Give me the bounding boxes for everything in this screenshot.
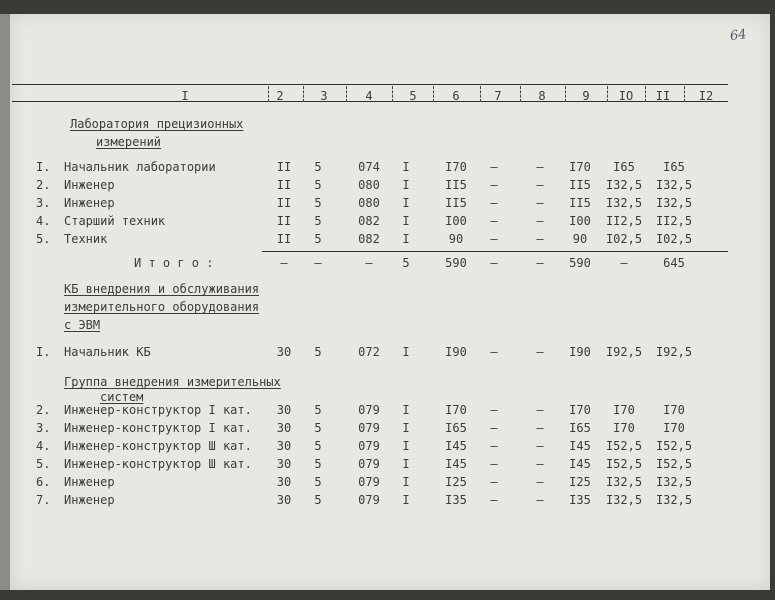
row-cell-c5: I bbox=[402, 493, 410, 507]
row-cell-c8: – bbox=[536, 178, 544, 192]
row-cell-c8: – bbox=[536, 232, 544, 246]
row-cell-c5: I bbox=[402, 439, 410, 453]
row-cell-c9: II5 bbox=[569, 196, 591, 210]
row-cell-c6: 90 bbox=[448, 232, 464, 246]
row-cell-c10: I70 bbox=[613, 421, 635, 435]
row-cell-c2: 30 bbox=[276, 439, 292, 453]
row-cell-c7: – bbox=[490, 232, 498, 246]
row-cell-c11: I65 bbox=[663, 160, 685, 174]
row-cell-c10: I70 bbox=[613, 403, 635, 417]
row-cell-c9: I45 bbox=[569, 457, 591, 471]
header-separator bbox=[346, 86, 347, 102]
row-cell-c10: I52,5 bbox=[605, 439, 643, 453]
row-cell-c9: I25 bbox=[569, 475, 591, 489]
total-cell-c10: – bbox=[620, 256, 628, 270]
row-cell-c7: – bbox=[490, 439, 498, 453]
row-cell-c2: II bbox=[276, 160, 292, 174]
row-position: Инженер-конструктор I кат. bbox=[64, 421, 252, 435]
header-col-2: 2 bbox=[276, 89, 284, 103]
row-cell-c2: 30 bbox=[276, 475, 292, 489]
row-cell-c10: II2,5 bbox=[605, 214, 643, 228]
row-position: Инженер-конструктор I кат. bbox=[64, 403, 252, 417]
row-position: Начальник лаборатории bbox=[64, 160, 216, 174]
row-cell-c10: I32,5 bbox=[605, 178, 643, 192]
row-cell-c6: I65 bbox=[445, 421, 467, 435]
row-cell-c5: I bbox=[402, 196, 410, 210]
row-cell-c7: – bbox=[490, 493, 498, 507]
header-top-rule bbox=[12, 84, 728, 85]
row-cell-c4: 079 bbox=[358, 475, 380, 489]
header-separator bbox=[607, 86, 608, 102]
row-cell-c6: I45 bbox=[445, 457, 467, 471]
row-position: Инженер bbox=[64, 178, 115, 192]
row-cell-c11: I52,5 bbox=[655, 457, 693, 471]
row-position: Старший техник bbox=[64, 214, 166, 228]
row-cell-c10: I92,5 bbox=[605, 345, 643, 359]
row-number: 7. bbox=[36, 493, 51, 507]
header-separator bbox=[520, 86, 521, 102]
row-cell-c8: – bbox=[536, 403, 544, 417]
row-cell-c6: I35 bbox=[445, 493, 467, 507]
row-cell-c5: I bbox=[402, 214, 410, 228]
row-cell-c6: II5 bbox=[445, 196, 467, 210]
row-cell-c11: I32,5 bbox=[655, 475, 693, 489]
row-number: 5. bbox=[36, 457, 51, 471]
row-cell-c3: 5 bbox=[314, 457, 322, 471]
row-cell-c5: I bbox=[402, 178, 410, 192]
row-cell-c8: – bbox=[536, 493, 544, 507]
row-cell-c8: – bbox=[536, 457, 544, 471]
row-cell-c2: 30 bbox=[276, 457, 292, 471]
row-cell-c9: I70 bbox=[569, 160, 591, 174]
total-cell-c8: – bbox=[536, 256, 544, 270]
row-cell-c11: I52,5 bbox=[655, 439, 693, 453]
row-cell-c2: II bbox=[276, 178, 292, 192]
total-cell-c4: – bbox=[365, 256, 373, 270]
row-cell-c7: – bbox=[490, 345, 498, 359]
header-separator bbox=[433, 86, 434, 102]
row-cell-c10: I02,5 bbox=[605, 232, 643, 246]
row-cell-c6: I00 bbox=[445, 214, 467, 228]
row-cell-c7: – bbox=[490, 196, 498, 210]
row-cell-c2: II bbox=[276, 196, 292, 210]
row-cell-c9: I65 bbox=[569, 421, 591, 435]
header-col-3: 3 bbox=[320, 89, 328, 103]
row-cell-c7: – bbox=[490, 457, 498, 471]
row-cell-c7: – bbox=[490, 475, 498, 489]
row-cell-c3: 5 bbox=[314, 439, 322, 453]
header-col-8: 8 bbox=[538, 89, 546, 103]
header-separator bbox=[303, 86, 304, 102]
row-cell-c2: II bbox=[276, 214, 292, 228]
row-cell-c3: 5 bbox=[314, 160, 322, 174]
row-cell-c7: – bbox=[490, 160, 498, 174]
header-separator bbox=[645, 86, 646, 102]
page-number: 64 bbox=[729, 26, 748, 45]
row-cell-c5: I bbox=[402, 232, 410, 246]
section-title: систем bbox=[100, 390, 144, 404]
header-separator bbox=[392, 86, 393, 102]
section-title: измерений bbox=[96, 135, 162, 149]
row-cell-c5: I bbox=[402, 403, 410, 417]
row-cell-c3: 5 bbox=[314, 214, 322, 228]
total-cell-c2: – bbox=[280, 256, 288, 270]
total-rule bbox=[262, 251, 728, 252]
row-cell-c3: 5 bbox=[314, 196, 322, 210]
row-cell-c4: 080 bbox=[358, 178, 380, 192]
header-col-1: I bbox=[181, 89, 189, 103]
row-cell-c8: – bbox=[536, 421, 544, 435]
row-cell-c3: 5 bbox=[314, 403, 322, 417]
row-cell-c8: – bbox=[536, 345, 544, 359]
row-cell-c3: 5 bbox=[314, 493, 322, 507]
row-cell-c3: 5 bbox=[314, 421, 322, 435]
row-cell-c11: I70 bbox=[663, 421, 685, 435]
row-cell-c5: I bbox=[402, 160, 410, 174]
total-cell-c6: 590 bbox=[445, 256, 467, 270]
header-col-10: IO bbox=[618, 89, 634, 103]
row-cell-c2: II bbox=[276, 232, 292, 246]
row-cell-c3: 5 bbox=[314, 475, 322, 489]
row-cell-c8: – bbox=[536, 214, 544, 228]
row-cell-c11: I02,5 bbox=[655, 232, 693, 246]
row-cell-c7: – bbox=[490, 421, 498, 435]
row-number: 5. bbox=[36, 232, 51, 246]
row-cell-c10: I32,5 bbox=[605, 493, 643, 507]
row-position: Инженер bbox=[64, 196, 115, 210]
row-cell-c6: I90 bbox=[445, 345, 467, 359]
row-cell-c10: I32,5 bbox=[605, 196, 643, 210]
row-cell-c2: 30 bbox=[276, 421, 292, 435]
row-cell-c6: I45 bbox=[445, 439, 467, 453]
total-cell-c9: 590 bbox=[569, 256, 591, 270]
row-cell-c7: – bbox=[490, 178, 498, 192]
row-cell-c11: II2,5 bbox=[655, 214, 693, 228]
section-title: Группа внедрения измерительных bbox=[64, 375, 281, 389]
row-cell-c11: I70 bbox=[663, 403, 685, 417]
row-cell-c7: – bbox=[490, 403, 498, 417]
row-cell-c6: I70 bbox=[445, 403, 467, 417]
row-cell-c6: I70 bbox=[445, 160, 467, 174]
row-cell-c8: – bbox=[536, 475, 544, 489]
row-cell-c11: I92,5 bbox=[655, 345, 693, 359]
row-cell-c8: – bbox=[536, 160, 544, 174]
row-number: 3. bbox=[36, 421, 51, 435]
header-col-9: 9 bbox=[582, 89, 590, 103]
total-label: И т о г о : bbox=[134, 256, 214, 270]
row-cell-c4: 072 bbox=[358, 345, 380, 359]
row-cell-c2: 30 bbox=[276, 345, 292, 359]
row-cell-c3: 5 bbox=[314, 232, 322, 246]
row-cell-c3: 5 bbox=[314, 345, 322, 359]
row-cell-c4: 074 bbox=[358, 160, 380, 174]
row-number: 3. bbox=[36, 196, 51, 210]
row-cell-c4: 079 bbox=[358, 403, 380, 417]
header-col-6: 6 bbox=[452, 89, 460, 103]
row-cell-c2: 30 bbox=[276, 403, 292, 417]
row-cell-c6: II5 bbox=[445, 178, 467, 192]
header-separator bbox=[268, 86, 269, 102]
row-cell-c9: I70 bbox=[569, 403, 591, 417]
row-position: Начальник КБ bbox=[64, 345, 151, 359]
row-cell-c9: II5 bbox=[569, 178, 591, 192]
row-position: Техник bbox=[64, 232, 108, 246]
header-col-7: 7 bbox=[494, 89, 502, 103]
row-number: 4. bbox=[36, 214, 51, 228]
total-cell-c5: 5 bbox=[402, 256, 410, 270]
row-cell-c5: I bbox=[402, 345, 410, 359]
section-title: с ЭВМ bbox=[64, 318, 101, 332]
row-cell-c9: I90 bbox=[569, 345, 591, 359]
header-separator bbox=[684, 86, 685, 102]
row-cell-c6: I25 bbox=[445, 475, 467, 489]
header-col-11: II bbox=[655, 89, 671, 103]
header-separator bbox=[565, 86, 566, 102]
row-position: Инженер-конструктор Ш кат. bbox=[64, 457, 252, 471]
row-position: Инженер bbox=[64, 493, 115, 507]
section-title: КБ внедрения и обслуживания bbox=[64, 282, 260, 296]
row-cell-c10: I32,5 bbox=[605, 475, 643, 489]
row-cell-c11: I32,5 bbox=[655, 196, 693, 210]
section-title: измерительного оборудования bbox=[64, 300, 260, 314]
row-cell-c5: I bbox=[402, 457, 410, 471]
row-position: Инженер-конструктор Ш кат. bbox=[64, 439, 252, 453]
row-cell-c4: 079 bbox=[358, 421, 380, 435]
row-number: I. bbox=[36, 345, 51, 359]
row-cell-c9: I00 bbox=[569, 214, 591, 228]
total-cell-c3: – bbox=[314, 256, 322, 270]
total-cell-c7: – bbox=[490, 256, 498, 270]
row-cell-c5: I bbox=[402, 475, 410, 489]
total-cell-c11: 645 bbox=[663, 256, 685, 270]
section-title: Лаборатория прецизионных bbox=[70, 117, 244, 131]
row-number: 4. bbox=[36, 439, 51, 453]
row-cell-c8: – bbox=[536, 439, 544, 453]
row-cell-c4: 079 bbox=[358, 439, 380, 453]
header-col-4: 4 bbox=[365, 89, 373, 103]
row-cell-c4: 082 bbox=[358, 232, 380, 246]
row-position: Инженер bbox=[64, 475, 115, 489]
header-separator bbox=[480, 86, 481, 102]
page-left-edge bbox=[0, 14, 10, 590]
row-cell-c10: I52,5 bbox=[605, 457, 643, 471]
row-cell-c10: I65 bbox=[613, 160, 635, 174]
row-cell-c11: I32,5 bbox=[655, 493, 693, 507]
row-cell-c3: 5 bbox=[314, 178, 322, 192]
row-number: I. bbox=[36, 160, 51, 174]
row-cell-c5: I bbox=[402, 421, 410, 435]
row-cell-c2: 30 bbox=[276, 493, 292, 507]
row-cell-c9: I35 bbox=[569, 493, 591, 507]
header-col-12: I2 bbox=[698, 89, 714, 103]
row-number: 2. bbox=[36, 403, 51, 417]
row-number: 2. bbox=[36, 178, 51, 192]
row-cell-c4: 082 bbox=[358, 214, 380, 228]
row-cell-c9: I45 bbox=[569, 439, 591, 453]
row-cell-c4: 079 bbox=[358, 493, 380, 507]
row-cell-c4: 079 bbox=[358, 457, 380, 471]
row-cell-c4: 080 bbox=[358, 196, 380, 210]
row-number: 6. bbox=[36, 475, 51, 489]
row-cell-c11: I32,5 bbox=[655, 178, 693, 192]
row-cell-c9: 90 bbox=[572, 232, 588, 246]
row-cell-c8: – bbox=[536, 196, 544, 210]
row-cell-c7: – bbox=[490, 214, 498, 228]
header-col-5: 5 bbox=[409, 89, 417, 103]
